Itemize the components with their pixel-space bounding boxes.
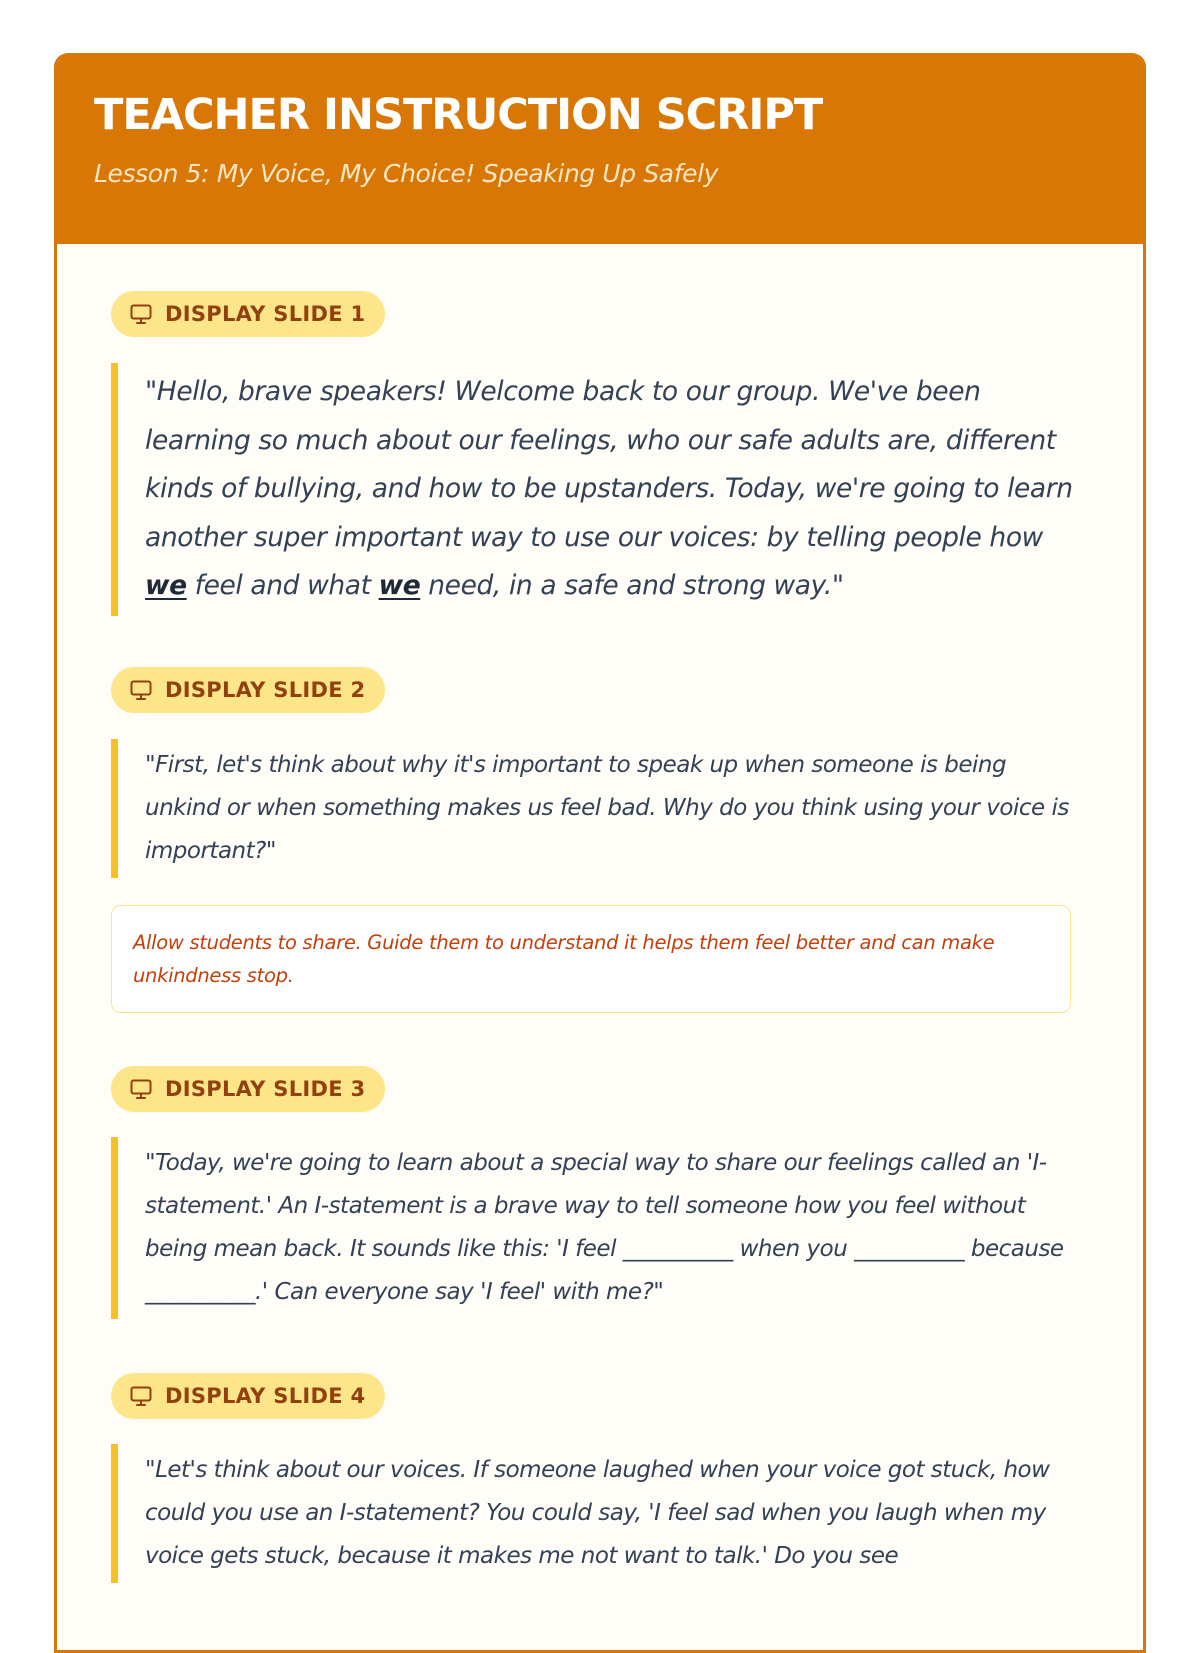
emphasis-we: we (378, 570, 421, 601)
slide-badge-4 (111, 1373, 385, 1419)
script-text: need, in a safe and strong way." (420, 570, 844, 601)
slide-badge-label: DISPLAY SLIDE 4 (165, 1384, 366, 1408)
teacher-script-1 (111, 363, 1077, 616)
slide-badge-2 (111, 667, 385, 713)
slide-badge-label: DISPLAY SLIDE 3 (165, 1077, 366, 1101)
monitor-icon (129, 1384, 153, 1408)
slide-badge-1 (111, 291, 385, 337)
slide-badge-label: DISPLAY SLIDE 2 (165, 678, 366, 702)
monitor-icon (129, 1077, 153, 1101)
teacher-script-4: "Let's think about our voices. If someone laughed when your voice got stuck, how could you use an I-statement? You could say, 'I feel sad when you laugh when my voice gets stuck, because it makes me not want to talk.' Do you see (111, 1444, 1077, 1583)
emphasis-we: we (145, 570, 187, 601)
slide-badge-3 (111, 1066, 385, 1112)
lesson-subtitle: Lesson 5: My Voice, My Choice! Speaking Up Safely (94, 159, 719, 188)
teacher-script-3: "Today, we're going to learn about a special way to share our feelings called an 'I-statement.' An I-statement is a brave way to tell someone how you feel without being mean back. It sounds like this: 'I feel __________ when you __________ because __________.' Can everyone say 'I feel' with me?" (111, 1137, 1077, 1319)
script-card (54, 53, 1146, 1653)
page-title: TEACHER INSTRUCTION SCRIPT (94, 90, 823, 140)
script-text: "Hello, brave speakers! Welcome back to our group. We've been learning so much about our feelings, who our safe adults are, different kinds of bullying, and how to be upstanders. Today, we're going to learn another super important way to use our voices: by telling people how (145, 376, 1073, 553)
teacher-script-2: "First, let's think about why it's important to speak up when someone is being unkind or when something makes us feel bad. Why do you think using your voice is important?" (111, 739, 1077, 878)
script-text: feel and what (186, 570, 379, 601)
teacher-note: Allow students to share. Guide them to understand it helps them feel better and can make unkindness stop. (111, 905, 1071, 1013)
slide-badge-label: DISPLAY SLIDE 1 (165, 302, 366, 326)
monitor-icon (129, 678, 153, 702)
monitor-icon (129, 302, 153, 326)
script-header (54, 53, 1146, 244)
